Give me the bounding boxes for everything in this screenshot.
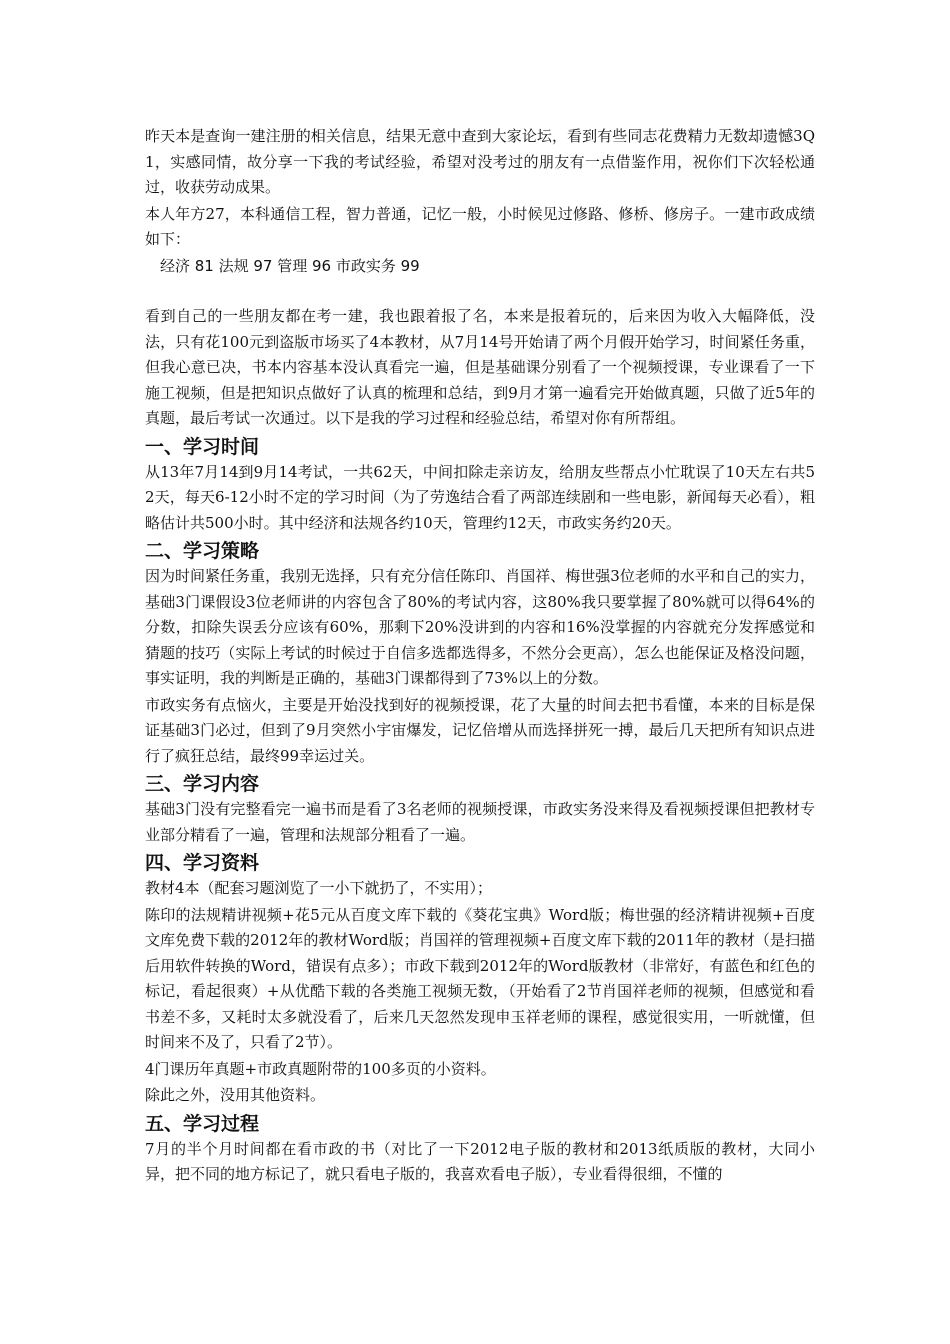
section-heading-study-materials: 四、学习资料: [145, 852, 260, 874]
study-strategy-paragraph-2: 市政实务有点恼火，主要是开始没找到好的视频授课，花了大量的时间去把书看懂，本来的目标是保证基础3门必过，但到了9月突然小宇宙爆发，记忆倍增从而选择拼死一搏，最后几天把所有知识点进行了疯狂总结，最终99幸运过关。: [145, 695, 815, 765]
section-heading-study-strategy: 二、学习策略: [145, 540, 260, 562]
intro-paragraph-2: 本人年方27，本科通信工程，智力普通，记忆一般，小时候见过修路、修桥、修房子。一建市政成绩如下：: [145, 204, 815, 248]
score-line: 经济 81 法规 97 管理 96 市政实务 99: [160, 256, 420, 275]
document-page: [145, 124, 815, 1188]
study-materials-paragraph-3: 4门课历年真题+市政真题附带的100多页的小资料。: [145, 1059, 496, 1078]
section-heading-study-content: 三、学习内容: [145, 773, 260, 795]
study-materials-paragraph-2: 陈印的法规精讲视频+花5元从百度文库下载的《葵花宝典》Word版；梅世强的经济精讲视频+百度文库免费下载的2012年的教材Word版；肖国祥的管理视频+百度文库下载的2011年的教材（是扫描后用软件转换的Word，错误有点多）；市政下载到2012年的Word版教材（非常好，有蓝色和红色的标记，看起很爽）+从优酷下载的各类施工视频无数，（开始看了2节肖国祥老师的视频，但感觉和看书差不多，又耗时太多就没看了，后来几天忽然发现申玉祥老师的课程，感觉很实用，一听就懂，但时间来不及了，只看了2节）。: [145, 905, 815, 1051]
blank-line: [145, 279, 815, 304]
study-time-paragraph: 从13年7月14到9月14考试，一共62天，中间扣除走亲访友，给朋友些帮点小忙耽误了10天左右共52天，每天6-12小时不定的学习时间（为了劳逸结合看了两部连续剧和一些电影，新闻每天必看），粗略估计共500小时。其中经济和法规各约10天，管理约12天，市政实务约20天。: [145, 462, 815, 532]
study-process-paragraph: 7月的半个月时间都在看市政的书（对比了一下2012电子版的教材和2013纸质版的教材，大同小异，把不同的地方标记了，就只看电子版的，我喜欢看电子版），专业看得很细，不懂的: [145, 1139, 815, 1183]
intro-paragraph-3: 看到自己的一些朋友都在考一建，我也跟着报了名，本来是报着玩的，后来因为收入大幅降低，没法，只有花100元到盗版市场买了4本教材，从7月14号开始请了两个月假开始学习，时间紧任务重，但我心意已决，书本内容基本没认真看完一遍，但是基础课分别看了一个视频授课，专业课看了一下施工视频，但是把知识点做好了认真的梳理和总结，到9月才第一遍看完开始做真题，只做了近5年的真题，最后考试一次通过。以下是我的学习过程和经验总结，希望对你有所帮组。: [145, 307, 815, 427]
intro-paragraph-1: 昨天本是查询一建注册的相关信息，结果无意中查到大家论坛，看到有些同志花费精力无数却遗憾3Q1，实感同情，故分享一下我的考试经验，希望对没考过的朋友有一点借鉴作用，祝你们下次轻松通过，收获劳动成果。: [145, 127, 815, 196]
study-strategy-paragraph-1: 因为时间紧任务重，我别无选择，只有充分信任陈印、肖国祥、梅世强3位老师的水平和自己的实力，基础3门课假设3位老师讲的内容包含了80%的考试内容，这80%我只要掌握了80%就可以得64%的分数，扣除失误丢分应该有60%，那剩下20%没讲到的内容和16%没掌握的内容就充分发挥感觉和猜题的技巧（实际上考试的时候过于自信多选都选得多，不然分会更高），怎么也能保证及格没问题，事实证明，我的判断是正确的，基础3门课都得到了73%以上的分数。: [145, 567, 815, 687]
study-content-paragraph: 基础3门没有完整看完一遍书而是看了3名老师的视频授课，市政实务没来得及看视频授课但把教材专业部分精看了一遍，管理和法规部分粗看了一遍。: [145, 800, 815, 844]
study-materials-paragraph-4: 除此之外，没用其他资料。: [145, 1086, 326, 1104]
section-heading-study-process: 五、学习过程: [145, 1112, 260, 1135]
study-materials-paragraph-1: 教材4本（配套习题浏览了一小下就扔了，不实用）；: [145, 879, 493, 897]
section-heading-study-time: 一、学习时间: [145, 435, 260, 458]
